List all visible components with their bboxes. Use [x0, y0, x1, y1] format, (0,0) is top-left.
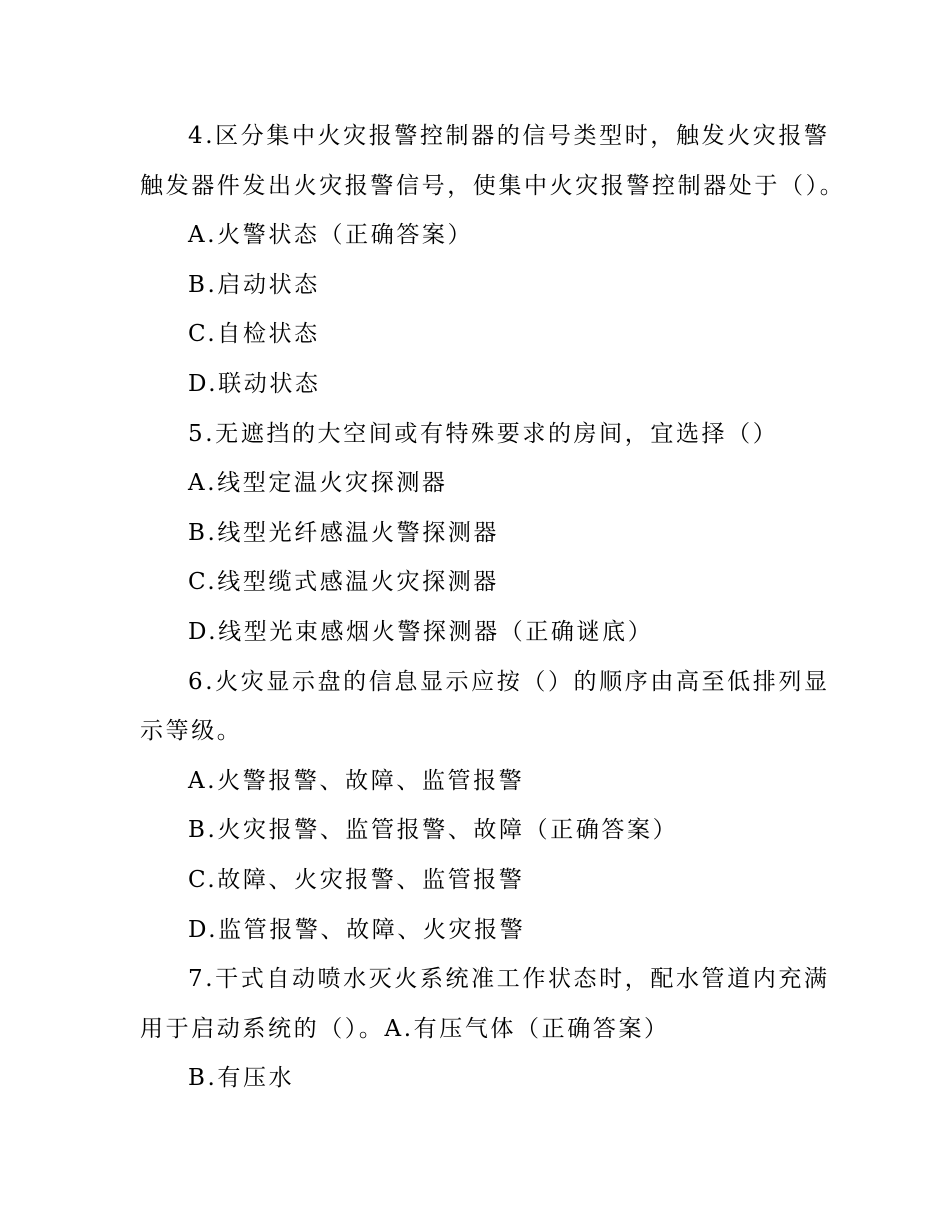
- question-6-option-a: A.火警报警、故障、监管报警: [188, 767, 525, 794]
- question-4-option-c: C.自检状态: [188, 321, 320, 348]
- question-5-option-d: D.线型光束感烟火警探测器（正确谜底）: [188, 618, 654, 645]
- question-7-option-b: B.有压水: [188, 1065, 295, 1092]
- question-6-line-1: 6.火灾显示盘的信息显示应按（）的顺序由高至低排列显: [188, 668, 830, 695]
- question-4-option-d: D.联动状态: [188, 370, 321, 397]
- question-6-option-c: C.故障、火灾报警、监管报警: [188, 866, 525, 893]
- question-4-option-a: A.火警状态（正确答案）: [188, 222, 474, 249]
- question-7-line-1: 7.干式自动喷水灭火系统准工作状态时，配水管道内充满: [188, 966, 830, 993]
- question-6-line-2: 示等级。: [140, 718, 243, 745]
- question-7-line-2: 用于启动系统的（）。A.有压气体（正确答案）: [140, 1015, 670, 1042]
- question-5-option-a: A.线型定温火灾探测器: [188, 470, 448, 497]
- question-6-option-b: B.火灾报警、监管报警、故障（正确答案）: [188, 817, 679, 844]
- question-5-option-c: C.线型缆式感温火灾探测器: [188, 569, 499, 596]
- question-5-line-1: 5.无遮挡的大空间或有特殊要求的房间，宜选择（）: [188, 420, 779, 447]
- question-4-line-1: 4.区分集中火灾报警控制器的信号类型时，触发火灾报警: [188, 123, 830, 149]
- question-4-line-2: 触发器件发出火灾报警信号，使集中火灾报警控制器处于（）。: [140, 172, 846, 199]
- question-5-option-b: B.线型光纤感温火警探测器: [188, 519, 500, 546]
- question-6-option-d: D.监管报警、故障、火灾报警: [188, 916, 526, 943]
- document-body: [140, 112, 846, 1104]
- question-4-option-b: B.启动状态: [188, 271, 320, 298]
